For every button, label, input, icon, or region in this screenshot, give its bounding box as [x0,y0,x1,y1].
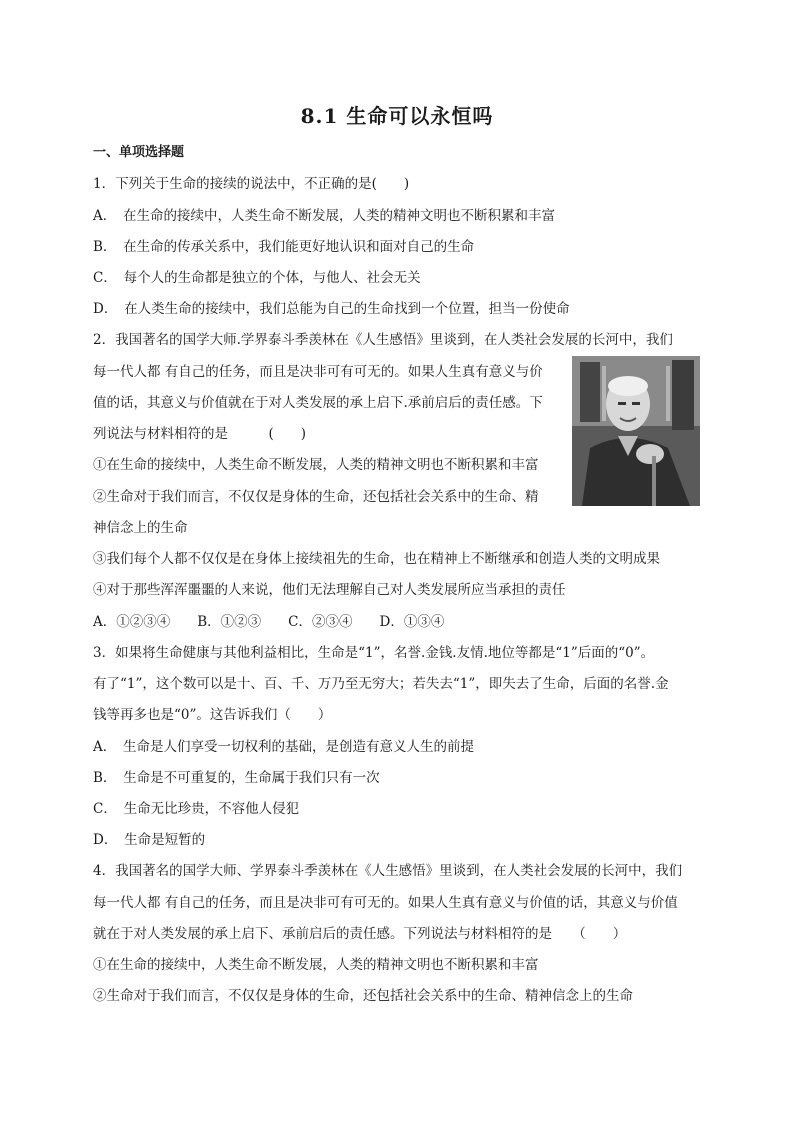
question-1-option-d: D． 在人类生命的接续中，我们总能为自己的生命找到一个位置，担当一份使命 [93,301,570,317]
question-3-line: 钱等再多也是“0”。这告诉我们（ ） [93,707,332,723]
question-2-statement-1: ①在生命的接续中，人类生命不断发展，人类的精神文明也不断积累和丰富 [93,457,539,473]
question-1-option-a: A． 在生命的接续中，人类生命不断发展，人类的精神文明也不断积累和丰富 [93,208,555,224]
portrait-photo [572,356,700,506]
question-3-option-a: A． 生命是人们享受一切权利的基础，是创造有意义人生的前提 [93,739,474,755]
question-3-option-d: D． 生命是短暂的 [93,832,206,848]
question-3-line: 3．如果将生命健康与其他利益相比，生命是“1”，名誉.金钱.友情.地位等都是“1”后面的“0”。 [93,645,655,661]
question-4-line: 4．我国著名的国学大师、学界泰斗季羡林在《人生感悟》里谈到，在人类社会发展的长河中，我们 [93,863,683,879]
question-3-option-b: B． 生命是不可重复的，生命属于我们只有一次 [93,770,380,786]
question-3-option-c: C． 生命无比珍贵，不容他人侵犯 [93,801,300,817]
question-2-line: 每一代人都 有自己的任务，而且是决非可有可无的。如果人生真有意义与价 [93,364,543,380]
question-4-statement-2: ②生命对于我们而言，不仅仅是身体的生命，还包括社会关系中的生命、精神信念上的生命 [93,988,633,1004]
question-4-statement-1: ①在生命的接续中，人类生命不断发展，人类的精神文明也不断积累和丰富 [93,957,539,973]
question-4-line: 每一代人都 有自己的任务，而且是决非可有可无的。如果人生真有意义与价值的话，其意义与价值 [93,895,678,911]
question-2-options: A．①②③④ B．①②③ C．②③④ D．①③④ [93,614,445,630]
question-2-line: 列说法与材料相符的是 ( ) [93,426,307,442]
question-2-statement-4: ④对于那些浑浑噩噩的人来说，他们无法理解自己对人类发展所应当承担的责任 [93,582,566,598]
question-2-line: 值的话，其意义与价值就在于对人类发展的承上启下.承前启后的责任感。下 [93,395,543,411]
page-title: 8.1 生命可以永恒吗 [300,104,494,128]
section-heading: 一、单项选择题 [93,145,185,160]
question-1-stem: 1．下列关于生命的接续的说法中，不正确的是( ) [93,176,410,192]
question-2-statement-2-cont: 神信念上的生命 [93,520,188,536]
question-1-option-c: C． 每个人的生命都是独立的个体，与他人、社会无关 [93,270,421,286]
question-2-statement-2: ②生命对于我们而言，不仅仅是身体的生命，还包括社会关系中的生命、精 [93,489,539,505]
question-3-line: 有了“1”，这个数可以是十、百、千、万乃至无穷大；若失去“1”，即失去了生命，后面的名誉.金 [93,676,669,692]
question-4-line: 就在于对人类发展的承上启下、承前启后的责任感。下列说法与材料相符的是 （ ） [93,926,627,942]
question-2-line: 2．我国著名的国学大师.学界泰斗季羡林在《人生感悟》里谈到，在人类社会发展的长河中，我们 [93,332,673,348]
question-1-option-b: B． 在生命的传承关系中，我们能更好地认识和面对自己的生命 [93,239,475,255]
question-2-statement-3: ③我们每个人都不仅仅是在身体上接续祖先的生命，也在精神上不断继承和创造人类的文明成果 [93,551,660,567]
